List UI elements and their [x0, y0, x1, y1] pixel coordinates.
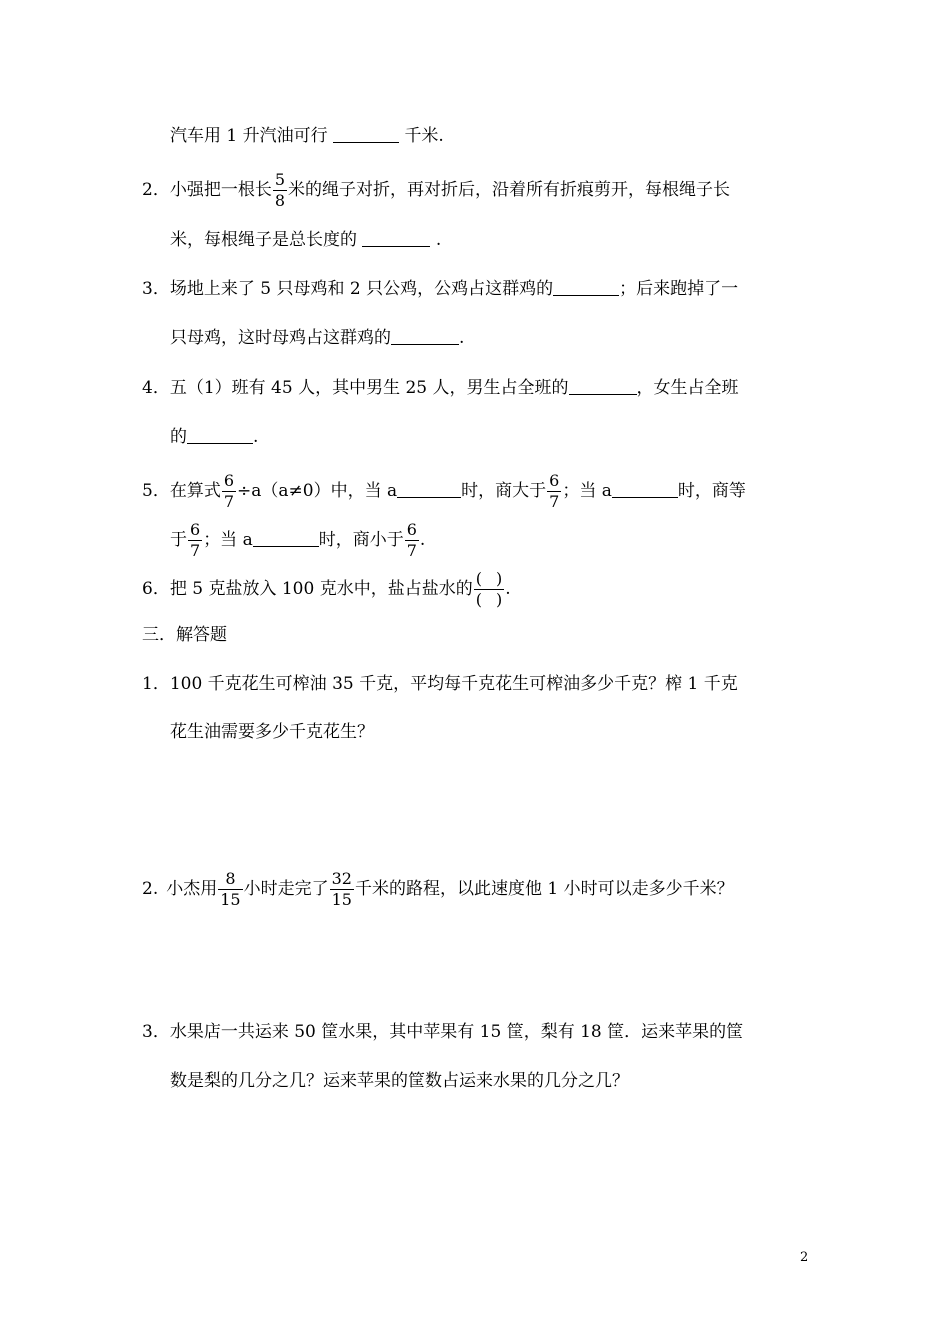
answer-blank[interactable]: [553, 277, 619, 296]
answer-blank[interactable]: [362, 228, 430, 247]
fraction-numerator: 32: [331, 869, 352, 888]
fill-question-1-continuation: [170, 124, 444, 146]
right-paren: ): [495, 590, 503, 609]
section-title: 三．解答题: [142, 625, 227, 645]
fraction-numerator: 8: [218, 871, 242, 890]
fill-question-4: [142, 376, 739, 398]
question-text: .: [435, 230, 442, 250]
question-text: ；当 a: [203, 530, 253, 550]
fill-question-3: [142, 277, 738, 299]
fill-question-2-line2: [170, 228, 441, 250]
fraction: [273, 172, 287, 209]
question-text: 五（1）班有 45 人，其中男生 25 人，男生占全班的: [169, 378, 569, 398]
fraction: [547, 473, 561, 510]
question-text: 的: [170, 427, 187, 447]
fraction-numerator: 6: [549, 471, 560, 490]
question-text: 只母鸡，这时母鸡占这群鸡的: [170, 328, 391, 348]
solve-question-1: [142, 674, 738, 694]
fraction-denominator: 15: [331, 890, 352, 909]
page-number: 2: [800, 1250, 809, 1265]
answer-blank[interactable]: [187, 425, 253, 444]
fraction-denominator: 15: [220, 890, 241, 909]
fraction-denominator: 7: [406, 541, 417, 560]
fraction-numerator: 6: [190, 520, 201, 539]
fill-question-6: [142, 571, 511, 608]
question-text: 把 5 克盐放入 100 克水中，盐占盐水的: [169, 579, 473, 599]
question-number: 5．: [142, 481, 170, 501]
fraction-denominator: 7: [549, 492, 560, 511]
fill-question-4-line2: [170, 425, 258, 447]
fraction-numerator: 6: [406, 520, 417, 539]
question-text: 小杰用: [166, 879, 218, 899]
solve-question-3-line2: [170, 1071, 629, 1091]
question-text: .: [459, 328, 465, 348]
answer-blank[interactable]: [333, 124, 399, 143]
left-paren: (: [475, 590, 482, 609]
solve-question-1-line2: [170, 722, 374, 742]
question-text: ；当 a: [562, 481, 612, 501]
question-text: .: [419, 530, 426, 550]
question-text: 在算式: [169, 481, 221, 501]
answer-blank[interactable]: [253, 528, 319, 547]
question-text: 数是梨的几分之几？运来苹果的筐数占运来水果的几分之几？: [170, 1071, 629, 1091]
fraction-numerator: 6: [223, 471, 235, 490]
answer-blank[interactable]: [391, 326, 459, 345]
fraction: [330, 871, 354, 908]
fraction-denominator: 7: [190, 541, 201, 560]
question-text: .: [253, 427, 259, 447]
right-paren: ): [495, 569, 503, 588]
question-text: 场地上来了 5 只母鸡和 2 只公鸡，公鸡占这群鸡的: [169, 279, 554, 299]
fraction: [188, 522, 202, 559]
question-number: 2．: [142, 180, 170, 200]
question-text: 米，每根绳子是总长度的: [170, 230, 357, 250]
question-number: 2.: [142, 879, 159, 899]
question-text: 100 千克花生可榨油 35 千克，平均每千克花生可榨油多少千克？榨 1 千克: [169, 674, 738, 694]
question-text: 米的绳子对折，再对折后，沿着所有折痕剪开，每根绳子长: [288, 180, 731, 200]
fill-question-2: [142, 172, 730, 209]
question-text: ÷a（a≠0）中，当 a: [237, 481, 398, 501]
question-text: 小时走完了: [243, 879, 329, 899]
fraction-denominator: 7: [223, 492, 235, 511]
fill-question-5: [142, 473, 746, 510]
left-paren: (: [475, 569, 482, 588]
answer-blank[interactable]: [612, 479, 678, 498]
question-text: 时，商大于: [461, 481, 547, 501]
fill-question-5-line2: [170, 522, 425, 559]
fraction: [218, 871, 242, 908]
question-text: 汽车用 1 升汽油可行: [170, 126, 328, 146]
question-text: 千米的路程，以此速度他 1 小时可以走多少千米？: [354, 879, 734, 899]
question-text: 花生油需要多少千克花生？: [170, 722, 374, 742]
fraction-numerator: 5: [274, 170, 286, 189]
question-number: 3．: [142, 279, 170, 299]
fill-question-3-line2: [170, 326, 464, 348]
question-number: 3．: [142, 1022, 170, 1042]
answer-blank[interactable]: [569, 376, 637, 395]
question-text: 千米.: [404, 126, 444, 146]
section-heading: [142, 625, 227, 645]
answer-blank[interactable]: [397, 479, 461, 498]
question-number: 4．: [142, 378, 170, 398]
fraction-blank[interactable]: [474, 571, 505, 608]
question-text: 于: [170, 530, 187, 550]
question-text: ，女生占全班: [636, 378, 739, 398]
question-text: .: [505, 579, 511, 599]
fraction: [405, 522, 419, 559]
question-text: 时，商等: [677, 481, 746, 501]
question-text: ；后来跑掉了一: [619, 279, 739, 299]
question-text: 水果店一共运来 50 筐水果，其中苹果有 15 筐，梨有 18 筐．运来苹果的筐: [169, 1022, 744, 1042]
question-text: 时，商小于: [318, 530, 404, 550]
solve-question-2: [142, 871, 734, 908]
question-text: 小强把一根长: [169, 180, 272, 200]
solve-question-3: [142, 1022, 743, 1042]
question-number: 1．: [142, 674, 170, 694]
question-number: 6．: [142, 579, 170, 599]
fraction-denominator: 8: [274, 191, 286, 210]
fraction: [222, 473, 236, 510]
